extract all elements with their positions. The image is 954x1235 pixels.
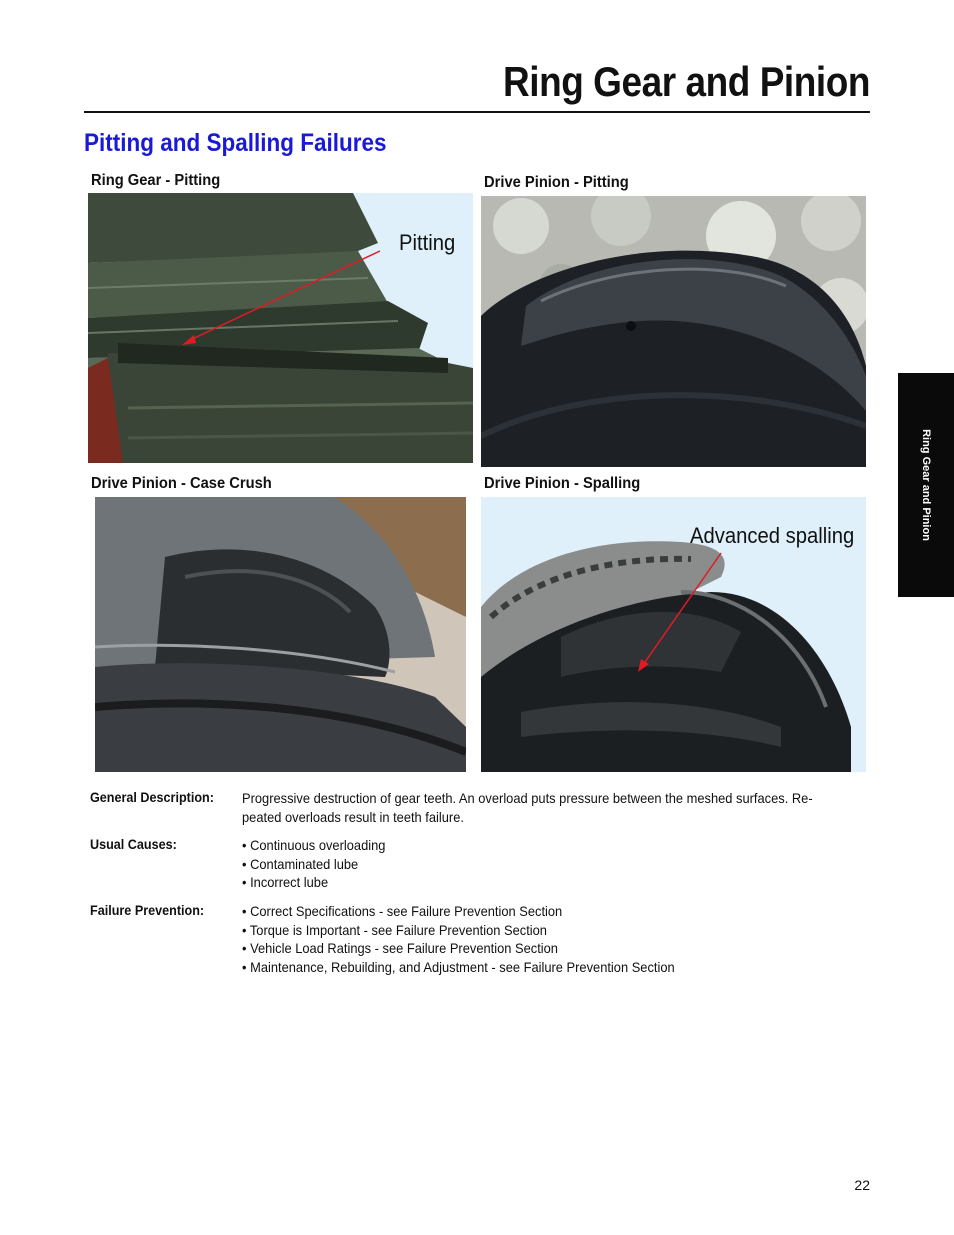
general-description-text: [242, 789, 814, 826]
page-number: 22: [854, 1177, 870, 1193]
callout-advanced-spalling: Advanced spalling: [690, 523, 855, 548]
list-item: • Incorrect lube: [242, 874, 329, 890]
list-item: • Torque is Important - see Failure Prevention Section: [242, 921, 547, 938]
title-rule: [84, 111, 870, 113]
callout-pitting: Pitting: [399, 230, 456, 255]
list-item: • Contaminated lube: [242, 855, 359, 872]
failure-prevention-list: [242, 902, 814, 976]
usual-causes-label: Usual Causes:: [90, 836, 177, 852]
photo-drive-pinion-pitting: [481, 196, 866, 467]
caption-ring-gear-pitting: Ring Gear - Pitting: [91, 172, 221, 189]
caption-drive-pinion-spalling: Drive Pinion - Spalling: [484, 475, 641, 492]
general-description-paragraph: Progressive destruction of gear teeth. An overload puts pressure between the meshed surfaces. Re-peated overloads result in teeth failure.: [242, 790, 813, 825]
section-subtitle: Pitting and Spalling Failures: [84, 129, 387, 157]
side-section-tab: [898, 373, 954, 597]
caption-drive-pinion-pitting: Drive Pinion - Pitting: [484, 174, 629, 191]
side-tab-label: Ring Gear and Pinion: [920, 429, 932, 541]
list-item: • Maintenance, Rebuilding, and Adjustment - see Failure Prevention Section: [242, 958, 675, 975]
list-item: • Continuous overloading: [242, 837, 386, 853]
caption-drive-pinion-case-crush: Drive Pinion - Case Crush: [91, 475, 272, 492]
photo-drive-pinion-case-crush: [95, 497, 466, 772]
general-description-label: General Description:: [90, 789, 214, 805]
usual-causes-list: [242, 836, 814, 892]
page-title: Ring Gear and Pinion: [502, 58, 870, 105]
list-item: • Vehicle Load Ratings - see Failure Prevention Section: [242, 940, 558, 956]
failure-prevention-label: Failure Prevention:: [90, 902, 205, 918]
list-item: • Correct Specifications - see Failure Prevention Section: [242, 903, 563, 919]
